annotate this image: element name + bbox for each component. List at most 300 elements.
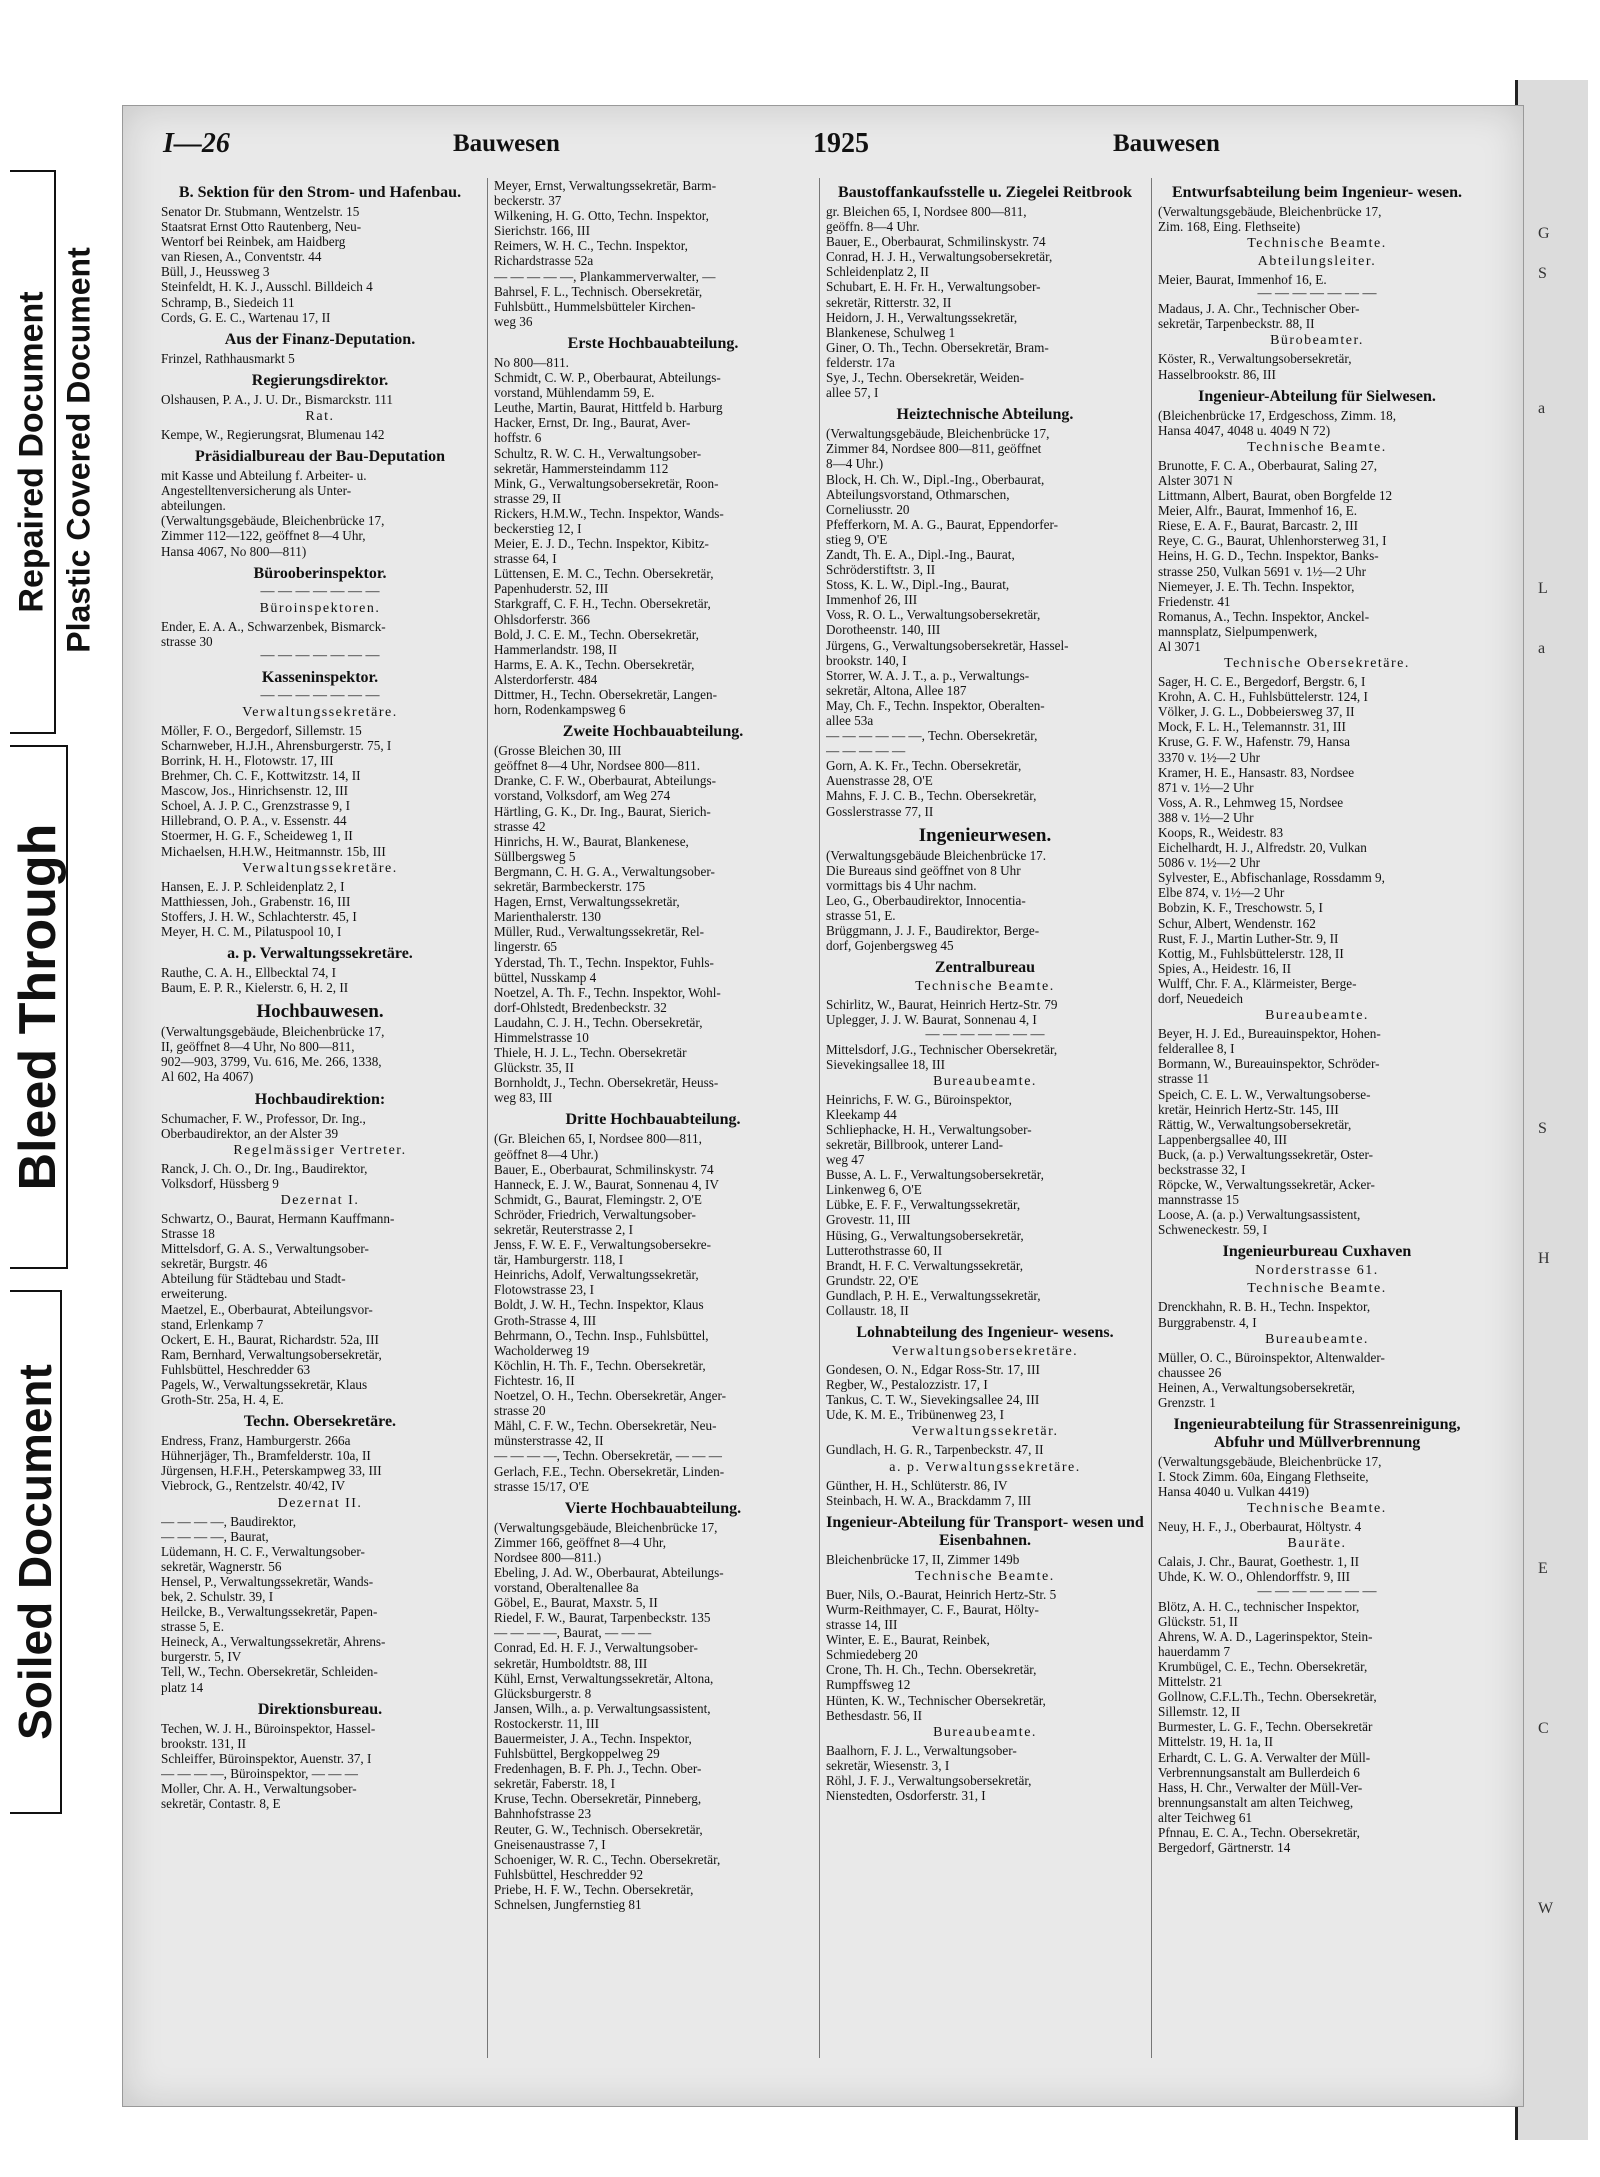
directory-entry-line: Lüttensen, E. M. C., Techn. Obersekretär, [494, 566, 714, 582]
directory-entry-line: Gerlach, F.E., Techn. Obersekretär, Linden- [494, 1463, 725, 1479]
directory-entry-line: Bornholdt, J., Techn. Obersekretär, Heuss- [494, 1075, 719, 1091]
directory-entry-line: Fuhlsbüttel, Bergkoppelweg 29 [494, 1746, 660, 1762]
directory-entry-line: Voss, A. R., Lehmweg 15, Nordsee [1158, 794, 1344, 810]
directory-entry-line: strasse 51, E. [826, 908, 896, 924]
directory-entry-line: Groth-Str. 25a, H. 4, E. [161, 1392, 284, 1408]
directory-entry-line: Block, H. Ch. W., Dipl.-Ing., Oberbaurat, [826, 471, 1045, 487]
directory-entry-line: geöffnet 8—4 Uhr.) [494, 1146, 599, 1162]
directory-entry-line: Schmidt, G., Baurat, Flemingstr. 2, O'E [494, 1191, 702, 1207]
directory-entry-line: Abteilung für Städtebau und Stadt- [161, 1271, 346, 1287]
directory-entry-line: Friedenstr. 41 [1158, 593, 1231, 609]
directory-entry-line: Steinbach, H. W. A., Brackdamm 7, III [826, 1492, 1032, 1508]
directory-entry-line: geöffn. 8—4 Uhr. [826, 219, 920, 235]
directory-entry-line: Hansa 4047, 4048 u. 4049 N 72) [1158, 422, 1331, 438]
directory-entry-line: Hansa 4040 u. Vulkan 4419) [1158, 1484, 1309, 1500]
directory-entry-line: Schmidt, C. W. P., Oberbaurat, Abteilungs- [494, 370, 721, 386]
directory-entry-line: Krumbügel, C. E., Techn. Obersekretär, [1158, 1658, 1368, 1674]
directory-entry-line: Bethesdastr. 56, II [826, 1707, 922, 1723]
directory-entry-line: Stoss, K. L. W., Dipl.-Ing., Baurat, [826, 577, 1010, 593]
directory-entry-line: Speich, C. E. L. W., Verwaltungsoberse- [1158, 1086, 1371, 1102]
section-heading: Ingenieur-Abteilung für Transport- wesen und Eisenbahnen. [826, 1513, 1144, 1549]
vacancy-dashes: — — — — — — — [1257, 1583, 1377, 1599]
directory-entry-line: 871 v. 1½—2 Uhr [1158, 779, 1254, 795]
directory-entry-line: Volksdorf, Hüssberg 9 [161, 1175, 279, 1191]
directory-entry-line: Heilcke, B., Verwaltungssekretär, Papen- [161, 1604, 378, 1620]
directory-entry-line: Baum, E. P. R., Kielerstr. 6, H. 2, II [161, 980, 349, 996]
section-heading: B. Sektion für den Strom- und Hafenbau. [178, 184, 462, 201]
directory-entry-line: 388 v. 1½—2 Uhr [1158, 809, 1254, 825]
section-heading: Dritte Hochbauabteilung. [565, 1111, 741, 1129]
directory-entry-line: Hansa 4067, No 800—811) [161, 543, 307, 559]
directory-entry-line: Röpcke, W., Verwaltungssekretär, Acker- [1158, 1177, 1375, 1193]
directory-entry-line: (Verwaltungsgebäude, Bleichenbrücke 17, [161, 1024, 385, 1040]
directory-entry-line: II, geöffnet 8—4 Uhr, No 800—811, [161, 1039, 355, 1055]
directory-entry-line: Sylvester, E., Abfischanlage, Rossdamm 9, [1158, 870, 1385, 886]
directory-entry-line: Schur, Albert, Wendenstr. 162 [1158, 915, 1316, 931]
column-4 [1151, 178, 1476, 2058]
directory-entry-line: Zandt, Th. E. A., Dipl.-Ing., Baurat, [826, 546, 1015, 562]
directory-entry-line: Gundlach, P. H. E., Verwaltungssekretär, [826, 1287, 1041, 1303]
soiled-document-tab [10, 1290, 62, 1814]
directory-entry-line: No 800—811. [494, 354, 569, 370]
directory-entry-line: Behrmann, O., Techn. Insp., Fuhlsbüttel, [494, 1327, 709, 1343]
bleed-through-label: Bleed Through [9, 823, 67, 1191]
directory-entry-line: Mittelsdorf, G. A. S., Verwaltungsober- [161, 1241, 369, 1257]
section-heading: Dezernat II. [277, 1495, 363, 1511]
section-heading: Aus der Finanz-Deputation. [224, 330, 416, 348]
section-heading: Verwaltungssekretäre. [242, 860, 398, 876]
directory-entry-line: sekretär, Reuterstrasse 2, I [494, 1222, 633, 1237]
section-heading: Technische Beamte. [915, 979, 1055, 995]
directory-entry-line: Alster 3071 N [1158, 472, 1233, 488]
plastic-covered-tab [58, 160, 100, 740]
directory-entry-line: Hühnerjäger, Th., Bramfelderstr. 10a, II [161, 1448, 371, 1464]
section-heading: Bureaubeamte. [933, 1073, 1037, 1089]
directory-entry-line: Kühl, Ernst, Verwaltungssekretär, Altona, [494, 1670, 714, 1686]
directory-entry-line: Müller, Rud., Verwaltungssekretär, Rel- [494, 924, 705, 940]
directory-entry-line: 8—4 Uhr.) [826, 456, 884, 472]
vacancy-dashes: — — — — — — — [260, 583, 380, 599]
directory-entry-line: Ohlsdorferstr. 366 [494, 611, 590, 627]
directory-entry-line: Mittelstr. 19, H. 1a, II [1158, 1734, 1274, 1750]
directory-entry-line: Drenckhahn, R. B. H., Techn. Inspektor, [1158, 1299, 1371, 1315]
directory-entry-line: Gorn, A. K. Fr., Techn. Obersekretär, [826, 758, 1022, 774]
directory-entry-line: Ahrens, W. A. D., Lagerinspektor, Stein- [1158, 1628, 1373, 1644]
directory-entry-line: Kleekamp 44 [826, 1106, 897, 1122]
directory-entry-line: Burmester, L. G. F., Techn. Obersekretär [1158, 1719, 1373, 1735]
directory-entry-line: (Verwaltungsgebäude, Bleichenbrücke 17, [1158, 1454, 1382, 1469]
directory-entry-line: Ram, Bernhard, Verwaltungsobersekretär, [161, 1346, 382, 1362]
directory-entry-line: Al 602, Ha 4067) [161, 1069, 254, 1085]
directory-entry-line: Sierichstr. 166, III [494, 223, 590, 239]
directory-entry-line: Busse, A. L. F., Verwaltungsobersekretär, [826, 1167, 1044, 1183]
directory-entry-line: Strasse 18 [161, 1226, 215, 1242]
directory-entry-line: Dittmer, H., Techn. Obersekretär, Langen- [494, 687, 717, 702]
directory-entry-line: Fichtestr. 16, II [494, 1372, 575, 1388]
directory-entry-line: sekretär, Tarpenbeckstr. 88, II [1158, 316, 1315, 332]
directory-entry-line: Lutterothstrasse 60, II [826, 1242, 943, 1258]
directory-entry-line: burgerstr. 5, IV [161, 1649, 242, 1665]
directory-entry-line: büttel, Nusskamp 4 [494, 969, 597, 985]
directory-entry-line: Uplegger, J. J. W. Baurat, Sonnenau 4, I [826, 1012, 1037, 1028]
edge-letter: a [1538, 400, 1546, 417]
directory-entry-line: Hagen, Ernst, Verwaltungssekretär, [494, 894, 680, 910]
directory-entry-line: stieg 9, O'E [826, 531, 888, 547]
bleed-through-tab [10, 745, 68, 1269]
column-1 [161, 178, 479, 2058]
adjacent-page-edge [1515, 80, 1588, 2140]
directory-entry-line: Tell, W., Techn. Obersekretär, Schleiden- [161, 1664, 378, 1680]
directory-entry-line: bek, 2. Schulstr. 39, I [161, 1589, 274, 1604]
directory-entry-line: Giner, O. Th., Techn. Obersekretär, Bram- [826, 339, 1049, 355]
directory-entry-line: chaussee 26 [1158, 1364, 1222, 1380]
directory-entry-line: Baalhorn, F. J. L., Verwaltungsober- [826, 1742, 1017, 1758]
directory-entry-line: Rostockerstr. 11, III [494, 1715, 599, 1731]
directory-entry-line: Mascow, Jos., Hinrichsenstr. 12, III [161, 783, 349, 799]
directory-entry-line: strasse 64, I [494, 551, 557, 567]
directory-entry-line: Die Bureaus sind geöffnet von 8 Uhr [826, 862, 1021, 878]
directory-entry-line: Köchlin, H. Th. F., Techn. Obersekretär, [494, 1357, 706, 1373]
directory-entry-line: Bobzin, K. F., Treschowstr. 5, I [1158, 900, 1323, 916]
directory-entry-line: Niemeyer, J. E. Th. Techn. Inspektor, [1158, 578, 1355, 594]
directory-entry-line: strasse 250, Vulkan 5691 v. 1½—2 Uhr [1158, 563, 1366, 579]
directory-entry-line: Cords, G. E. C., Wartenau 17, II [161, 309, 331, 325]
directory-entry-line: Pfefferkorn, M. A. G., Baurat, Eppendorfer- [826, 516, 1059, 532]
directory-entry-line: (Verwaltungsgebäude, Bleichenbrücke 17, [161, 513, 385, 529]
directory-entry-line: vormittags bis 4 Uhr nachm. [826, 877, 977, 893]
directory-entry-line: — — — — —, Plankammerverwalter, — [494, 268, 716, 284]
directory-entry-line: Röhl, J. F. J., Verwaltungsobersekretär, [826, 1772, 1032, 1788]
directory-entry-line: Buck, (a. p.) Verwaltungssekretär, Oster- [1158, 1146, 1374, 1162]
directory-entry-line: brookstr. 140, I [826, 652, 907, 668]
directory-entry-line: Heins, H. G. D., Techn. Inspektor, Banks- [1158, 548, 1379, 564]
directory-entry-line: Gollnow, C.F.L.Th., Techn. Obersekretär, [1158, 1689, 1377, 1705]
page-number: I—26 [163, 128, 230, 159]
directory-entry-line: Bleichenbrücke 17, II, Zimmer 149b [826, 1551, 1020, 1567]
directory-entry-line: Meyer, Ernst, Verwaltungssekretär, Barm- [494, 178, 717, 193]
directory-entry-line: Nordsee 800—811.) [494, 1549, 602, 1565]
directory-entry-line: Steinfeldt, H. K. J., Ausschl. Billdeich 4 [161, 279, 373, 295]
directory-entry-line: (Verwaltungsgebäude, Bleichenbrücke 17, [826, 426, 1050, 442]
directory-entry-line: Starkgraff, C. F. H., Techn. Obersekretär, [494, 596, 711, 612]
directory-entry-line: Brunotte, F. C. A., Oberbaurat, Saling 27, [1158, 457, 1378, 473]
directory-entry-line: Storrer, W. A. J. T., a. p., Verwaltungs- [826, 667, 1030, 683]
directory-entry-line: Müller, O. C., Büroinspektor, Altenwalder- [1158, 1349, 1385, 1365]
directory-entry-line: Rickers, H.M.W., Techn. Inspektor, Wands- [494, 505, 724, 521]
directory-entry-line: Hillebrand, O. P. A., v. Essenstr. 44 [161, 813, 347, 829]
directory-entry-line: Borrink, H. H., Flotowstr. 17, III [161, 752, 334, 768]
section-heading: Bürooberinspektor. [253, 564, 387, 582]
directory-entry-line: sekretär, Faberstr. 18, I [494, 1776, 616, 1792]
section-heading: Technische Beamte. [1247, 1281, 1387, 1297]
section-heading: Kasseninspektor. [261, 668, 379, 686]
directory-entry-line: gr. Bleichen 65, I, Nordsee 800—811, [826, 204, 1027, 219]
section-heading: Bureaubeamte. [1265, 1331, 1369, 1347]
directory-entry-line: Stoffers, J. H. W., Schlachterstr. 45, I [161, 908, 357, 924]
directory-entry-line: Ender, E. A. A., Schwarzenbek, Bismarck- [161, 618, 386, 634]
directory-entry-line: Schweneckestr. 59, I [1158, 1222, 1268, 1238]
directory-entry-line: Bahnhofstrasse 23 [494, 1806, 592, 1822]
directory-entry-line: Alsterdorferstr. 484 [494, 671, 598, 687]
directory-entry-line: allee 57, I [826, 385, 879, 401]
directory-entry-line: Romanus, A., Techn. Inspektor, Anckel- [1158, 608, 1370, 624]
directory-entry-line: weg 36 [494, 313, 533, 329]
directory-entry-line: Conrad, Ed. H. F. J., Verwaltungsober- [494, 1640, 698, 1656]
directory-entry-line: Senator Dr. Stubmann, Wentzelstr. 15 [161, 204, 360, 219]
directory-entry-line: Hansen, E. J. P. Schleidenplatz 2, I [161, 878, 345, 894]
section-heading: Technische Beamte. [1247, 1501, 1387, 1517]
directory-entry-line: Fuhlsbüttel, Heschredder 92 [494, 1866, 644, 1882]
directory-entry-line: Jürgens, G., Verwaltungsobersekretär, Hassel- [826, 637, 1069, 653]
directory-entry-line: Elbe 874, v. 1½—2 Uhr [1158, 885, 1285, 901]
column-2 [487, 178, 812, 2058]
repaired-document-label: Repaired Document [12, 291, 51, 613]
directory-entry-line: Voss, R. O. L., Verwaltungsobersekretär, [826, 607, 1041, 623]
directory-entry-line: Immenhof 26, III [826, 592, 918, 608]
page-header [163, 128, 1493, 168]
directory-entry-line: (Grosse Bleichen 30, III [494, 743, 622, 759]
section-heading: Verwaltungssekretär. [911, 1424, 1059, 1440]
vacancy-dashes: — — — — — — — [260, 687, 380, 703]
soiled-document-label: Soiled Document [9, 1364, 61, 1740]
section-heading: Regierungsdirektor. [251, 371, 389, 389]
directory-entry-line: Göbel, E., Baurat, Maxstr. 5, II [494, 1595, 658, 1611]
directory-entry-line: sekretär, Billbrook, unterer Land- [826, 1136, 1004, 1152]
directory-entry-line: Heinen, A., Verwaltungsobersekretär, [1158, 1379, 1355, 1395]
directory-entry-line: Nienstedten, Osdorferstr. 31, I [826, 1787, 986, 1803]
directory-entry-line: Marienthalerstr. 130 [494, 909, 601, 925]
directory-entry-line: Reye, C. G., Baurat, Uhlenhorsterweg 31, I [1158, 533, 1387, 549]
section-heading: a. p. Verwaltungssekretäre. [227, 945, 413, 962]
directory-entry-line: brennungsanstalt am alten Teichweg, [1158, 1794, 1354, 1810]
directory-entry-line: stand, Erlenkamp 7 [161, 1316, 264, 1332]
directory-entry-line: Schramp, B., Siedeich 11 [161, 294, 295, 310]
directory-entry-line: Noetzel, O. H., Techn. Obersekretär, Anger- [494, 1388, 727, 1404]
directory-entry-line: Hass, H. Chr., Verwalter der Müll-Ver- [1158, 1779, 1363, 1795]
directory-entry-line: sekretär, Burgstr. 46 [161, 1256, 268, 1272]
directory-entry-line: Calais, J. Chr., Baurat, Goethestr. 1, II [1158, 1554, 1360, 1570]
directory-entry-line: abteilungen. [161, 498, 226, 514]
directory-entry-line: Kruse, Techn. Obersekretär, Pinneberg, [494, 1791, 702, 1807]
directory-entry-line: tär, Hamburgerstr. 118, I [494, 1252, 624, 1268]
section-heading: Heiztechnische Abteilung. [896, 406, 1074, 424]
directory-entry-line: Hensel, P., Verwaltungssekretär, Wands- [161, 1573, 374, 1589]
directory-entry-line: strasse 15/17, O'E [494, 1478, 590, 1494]
directory-entry-line: Endress, Franz, Hamburgerstr. 266a [161, 1433, 351, 1449]
directory-entry-line: Priebe, H. F. W., Techn. Obersekretär, [494, 1881, 694, 1897]
directory-entry-line: Harms, E. A. K., Techn. Obersekretär, [494, 656, 695, 672]
directory-entry-line: Sye, J., Techn. Obersekretär, Weiden- [826, 370, 1025, 386]
directory-entry-line: Bergmann, C. H. G. A., Verwaltungsober- [494, 863, 715, 879]
section-heading: Norderstrasse 61. [1255, 1263, 1379, 1279]
directory-entry-line: Grundstr. 22, O'E [826, 1272, 919, 1288]
directory-entry-line: Mittelsdorf, J.G., Technischer Obersekretär, [826, 1041, 1058, 1057]
directory-entry-line: Conrad, H. J. H., Verwaltungsobersekretär, [826, 249, 1053, 265]
directory-entry-line: Abteilungsvorstand, Othmarschen, [826, 486, 1010, 502]
directory-entry-line: Meier, E. J. D., Techn. Inspektor, Kibitz- [494, 536, 709, 552]
directory-entry-line: Rust, F. J., Martin Luther-Str. 9, II [1158, 930, 1339, 946]
directory-entry-line: Mittelstr. 21 [1158, 1674, 1223, 1690]
directory-entry-line: Schultz, R. W. C. H., Verwaltungsober- [494, 445, 702, 461]
directory-entry-line: Ockert, E. H., Baurat, Richardstr. 52a, III [161, 1331, 379, 1347]
directory-entry-line: Techen, W. J. H., Büroinspektor, Hassel- [161, 1720, 376, 1736]
directory-entry-line: sekretär, Altona, Allee 187 [826, 682, 967, 698]
directory-entry-line: beckstrasse 32, I [1158, 1161, 1246, 1177]
directory-entry-line: Stoermer, H. G. F., Scheideweg 1, II [161, 828, 353, 844]
section-heading: Bureaubeamte. [1265, 1008, 1369, 1024]
directory-entry-line: Sillemstr. 12, II [1158, 1704, 1241, 1720]
directory-entry-line: Papenhuderstr. 52, III [494, 581, 609, 597]
directory-entry-line: Reimers, W. H. C., Techn. Inspektor, [494, 238, 688, 254]
directory-entry-line: Glückstr. 35, II [494, 1060, 574, 1076]
directory-entry-line: Kramer, H. E., Hansastr. 83, Nordsee [1158, 764, 1355, 780]
directory-entry-line: Heineck, A., Verwaltungssekretär, Ahrens- [161, 1634, 386, 1650]
directory-entry-line: Schliephacke, H. H., Verwaltungsober- [826, 1121, 1032, 1137]
directory-entry-line: Grovestr. 11, III [826, 1212, 911, 1228]
directory-entry-line: Collaustr. 18, II [826, 1303, 909, 1318]
directory-entry-line: Wurm-Reithmayer, C. F., Baurat, Hölty- [826, 1601, 1039, 1617]
directory-entry-line: Köster, R., Verwaltungsobersekretär, [1158, 351, 1352, 367]
directory-entry-line: Lüdemann, H. C. F., Verwaltungsober- [161, 1543, 365, 1559]
directory-entry-line: Lübke, E. F. F., Verwaltungssekretär, [826, 1197, 1021, 1213]
section-heading: Rat. [305, 408, 335, 424]
directory-entry-line: münsterstrasse 42, II [494, 1433, 604, 1449]
directory-entry-line: Fuhlsbütt., Hummelsbütteler Kirchen- [494, 298, 696, 314]
directory-entry-line: Brandt, H. F. C. Verwaltungssekretär, [826, 1257, 1024, 1273]
year: 1925 [813, 128, 869, 159]
directory-entry-line: Madaus, J. A. Chr., Technischer Ober- [1158, 301, 1360, 317]
vacancy-dashes: — — — — — — — [1257, 286, 1377, 302]
directory-entry-line: Schwartz, O., Baurat, Hermann Kauffmann- [161, 1210, 395, 1226]
edge-letter: S [1538, 1120, 1547, 1137]
directory-entry-line: Sievekingsallee 18, III [826, 1056, 946, 1072]
directory-entry-line: mannstrasse 15 [1158, 1192, 1239, 1208]
text-columns [161, 178, 1491, 2078]
directory-entry-line: vorstand, Volksdorf, am Weg 274 [494, 788, 671, 804]
edge-letter: L [1538, 580, 1548, 597]
section-heading: Erste Hochbauabteilung. [567, 334, 739, 352]
directory-entry-line: Maetzel, E., Oberbaurat, Abteilungsvor- [161, 1301, 373, 1317]
section-heading: Hochbaudirektion: [254, 1090, 386, 1108]
directory-entry-line: mit Kasse und Abteilung f. Arbeiter- u. [161, 468, 367, 484]
directory-entry-line: Gosslerstrasse 77, II [826, 803, 934, 819]
directory-entry-line: vorstand, Mühlendamm 59, E. [494, 385, 655, 401]
directory-entry-line: (Verwaltungsgebäude Bleichenbrücke 17. [826, 847, 1047, 863]
directory-entry-line: Bormann, W., Bureauinspektor, Schröder- [1158, 1056, 1380, 1072]
directory-entry-line: Olshausen, P. A., J. U. Dr., Bismarckstr. 111 [161, 391, 394, 407]
directory-entry-line: alter Teichweg 61 [1158, 1809, 1253, 1825]
directory-entry-line: Meyer, H. C. M., Pilatuspool 10, I [161, 923, 342, 939]
directory-entry-line: Meier, Baurat, Immenhof 16, E. [1158, 272, 1327, 288]
section-heading: Ingenieurbureau Cuxhaven [1222, 1243, 1412, 1261]
directory-entry-line: Ebeling, J. Ad. W., Oberbaurat, Abteilungs- [494, 1564, 724, 1580]
directory-entry-line: Wacholderweg 19 [494, 1342, 590, 1358]
directory-entry-line: Leuthe, Martin, Baurat, Hittfeld b. Harburg [494, 400, 723, 416]
section-heading: Direktionsbureau. [257, 1700, 383, 1718]
directory-entry-line: Hammerlandstr. 198, II [494, 641, 618, 657]
directory-entry-line: erweiterung. [161, 1286, 228, 1302]
directory-entry-line: Moller, Chr. A. H., Verwaltungsober- [161, 1781, 357, 1797]
directory-entry-line: — — — —, Büroinspektor, — — — [161, 1765, 358, 1781]
directory-entry-line: Groth-Strasse 4, III [494, 1312, 597, 1328]
directory-entry-line: Wentorf bei Reinbek, am Haidberg [161, 234, 346, 250]
directory-entry-line: 5086 v. 1½—2 Uhr [1158, 855, 1261, 871]
directory-entry-line: sekretär, Humboldtstr. 88, III [494, 1655, 648, 1671]
directory-entry-line: Kottig, M., Fuhlsbüttelerstr. 128, II [1158, 945, 1344, 961]
directory-entry-line: lingerstr. 65 [494, 939, 558, 955]
directory-entry-line: allee 53a [826, 713, 874, 728]
directory-entry-line: Schoeniger, W. R. C., Techn. Obersekretär, [494, 1851, 721, 1867]
section-heading: Techn. Obersekretäre. [243, 1413, 397, 1431]
section-heading: Technische Obersekretäre. [1224, 656, 1410, 672]
directory-entry-line: Zimmer 166, geöffnet 8—4 Uhr, [494, 1534, 667, 1550]
directory-entry-line: felderstr. 17a [826, 354, 895, 370]
directory-entry-line: Eichelhardt, H. J., Alfredstr. 20, Vulkan [1158, 840, 1367, 856]
directory-entry-line: Jenss, F. W. E. F., Verwaltungsobersekre- [494, 1237, 712, 1253]
directory-entry-line: mannsplatz, Sielpumpenwerk, [1158, 623, 1318, 639]
section-heading: Präsidialbureau der Bau-Deputation [194, 448, 446, 466]
directory-entry-line: Schleiffer, Büroinspektor, Auenstr. 37, I [161, 1750, 372, 1766]
directory-entry-line: Ranck, J. Ch. O., Dr. Ing., Baudirektor, [161, 1160, 368, 1176]
directory-entry-line: Thiele, H. J. L., Techn. Obersekretär [494, 1045, 687, 1061]
edge-letter: W [1538, 1900, 1554, 1917]
directory-entry-line: Burggrabenstr. 4, I [1158, 1314, 1257, 1330]
edge-letter: E [1538, 1560, 1548, 1577]
directory-entry-line: strasse 42 [494, 818, 546, 834]
directory-entry-line: geöffnet 8—4 Uhr, Nordsee 800—811. [494, 758, 701, 774]
directory-entry-line: Sager, H. C. E., Bergedorf, Bergstr. 6, I [1158, 674, 1366, 690]
directory-entry-line: Büll, J., Heussweg 3 [161, 264, 270, 280]
directory-entry-line: Völker, J. G. L., Dobbeiersweg 37, II [1158, 704, 1355, 720]
directory-entry-line: Corneliusstr. 20 [826, 501, 910, 517]
directory-entry-line: strasse 29, II [494, 490, 562, 506]
section-heading: Technische Beamte. [1247, 236, 1387, 252]
directory-entry-line: — — — — — [826, 743, 906, 759]
section-heading: Büroinspektoren. [259, 600, 381, 616]
directory-entry-line: Schnelsen, Jungfernstieg 81 [494, 1897, 642, 1913]
directory-entry-line: kretär, Heinrich Hertz-Str. 145, III [1158, 1101, 1339, 1117]
directory-entry-line: Härtling, G. K., Dr. Ing., Baurat, Sierich- [494, 803, 711, 819]
directory-entry-line: Matthiessen, Joh., Grabenstr. 16, III [161, 893, 351, 909]
directory-entry-line: Rumpffsweg 12 [826, 1677, 911, 1693]
directory-entry-line: Angestelltenversicherung als Unter- [161, 483, 352, 499]
directory-entry-line: Koops, R., Weidestr. 83 [1158, 825, 1284, 840]
directory-entry-line: Pfnnau, E. C. A., Techn. Obersekretär, [1158, 1824, 1360, 1840]
directory-entry-line: Fuhlsbüttel, Heschredder 63 [161, 1361, 311, 1377]
directory-entry-line: Linkenweg 6, O'E [826, 1182, 922, 1198]
directory-entry-line: Mink, G., Verwaltungsobersekretär, Roon- [494, 475, 719, 491]
directory-entry-line: Bauermeister, J. A., Techn. Inspektor, [494, 1731, 692, 1746]
directory-entry-line: Auenstrasse 28, O'E [826, 773, 933, 789]
directory-entry-line: strasse 20 [494, 1403, 546, 1419]
directory-entry-line: Schröder, Friedrich, Verwaltungsober- [494, 1206, 696, 1222]
directory-entry-line: platz 14 [161, 1679, 204, 1695]
section-heading: Entwurfsabteilung beim Ingenieur- wesen. [1171, 184, 1463, 201]
directory-entry-line: Michaelsen, H.H.W., Heitmannstr. 15b, III [161, 843, 386, 859]
directory-entry-line: Neuy, H. F., J., Oberbaurat, Höltystr. 4 [1158, 1519, 1362, 1535]
directory-entry-line: Riedel, F. W., Baurat, Tarpenbeckstr. 135 [494, 1610, 711, 1626]
directory-entry-line: — — — —, Baudirektor, [161, 1513, 296, 1529]
directory-entry-line: Viebrock, G., Rentzelstr. 40/42, IV [161, 1478, 346, 1494]
edge-letter: C [1538, 1720, 1549, 1737]
directory-entry-line: Glücksburgerstr. 8 [494, 1685, 592, 1701]
directory-entry-line: Heinrichs, Adolf, Verwaltungssekretär, [494, 1267, 699, 1283]
directory-entry-line: — — — —, Techn. Obersekretär, — — — [494, 1448, 722, 1464]
running-title-left: Bauwesen [453, 130, 560, 157]
directory-entry-line: (Verwaltungsgebäude, Bleichenbrücke 17, [494, 1519, 718, 1535]
running-title-right: Bauwesen [1113, 130, 1220, 157]
directory-entry-line: Buer, Nils, O.-Baurat, Heinrich Hertz-Str. 5 [826, 1586, 1057, 1602]
